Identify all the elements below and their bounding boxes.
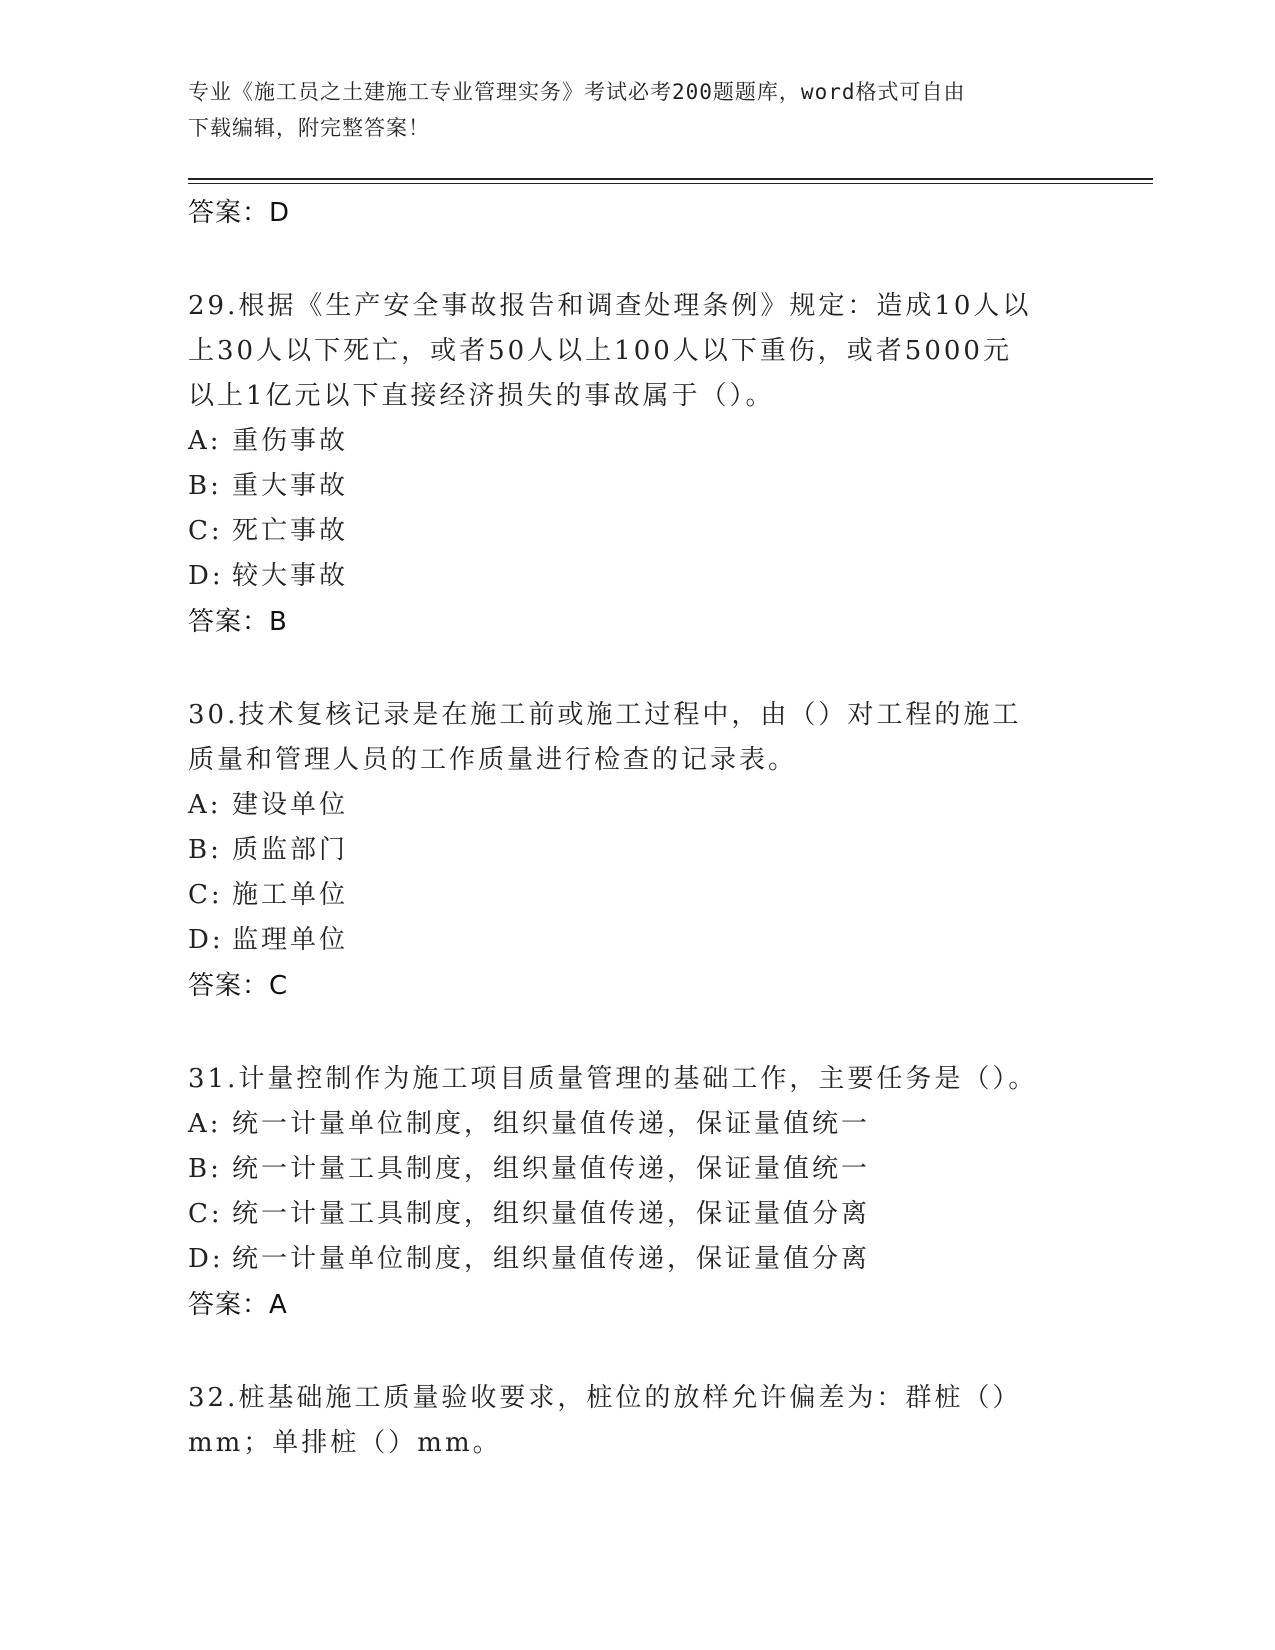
question-stem: 31.计量控制作为施工项目质量管理的基础工作，主要任务是（）。 (188, 1064, 1038, 1094)
option-c (188, 1192, 1088, 1237)
option-a (188, 783, 1088, 828)
option-text: 建设单位 (232, 790, 349, 820)
question-29 (188, 284, 1088, 645)
option-key: B: (188, 835, 222, 865)
option-text: 重伤事故 (232, 426, 349, 456)
option-key: A: (188, 790, 222, 820)
option-d (188, 918, 1088, 963)
option-text: 质监部门 (232, 835, 349, 865)
answer: 答案：A (188, 1290, 288, 1320)
option-key: C: (188, 516, 223, 546)
option-text: 死亡事故 (232, 516, 349, 546)
option-key: B: (188, 471, 222, 501)
option-key: C: (188, 1199, 223, 1229)
header-line-1: 专业《施工员之土建施工专业管理实务》考试必考200题题库，word格式可自由 (188, 80, 966, 104)
option-key: D: (188, 925, 224, 955)
question-30 (188, 693, 1088, 1009)
option-c (188, 873, 1088, 918)
option-text: 统一计量单位制度，组织量值传递，保证量值分离 (232, 1244, 871, 1274)
previous-answer: 答案：D (188, 198, 291, 228)
document-header (188, 74, 1088, 146)
answer: 答案：B (188, 607, 288, 637)
option-key: D: (188, 561, 224, 591)
option-key: B: (188, 1154, 222, 1184)
question-stem: 32.桩基础施工质量验收要求，桩位的放样允许偏差为：群桩（）mm；单排桩（）mm。 (188, 1383, 1022, 1458)
question-31 (188, 1057, 1088, 1328)
option-text: 统一计量工具制度，组织量值传递，保证量值分离 (232, 1199, 871, 1229)
option-c (188, 509, 1088, 554)
question-stem: 30.技术复核记录是在施工前或施工过程中，由（）对工程的施工质量和管理人员的工作质量进行检查的记录表。 (188, 700, 1022, 775)
header-rule-thick (188, 178, 1153, 180)
option-key: A: (188, 426, 222, 456)
option-text: 统一计量单位制度，组织量值传递，保证量值统一 (232, 1109, 871, 1139)
option-a (188, 419, 1088, 464)
option-b (188, 828, 1088, 873)
option-key: C: (188, 880, 223, 910)
option-a (188, 1102, 1088, 1147)
option-d (188, 554, 1088, 599)
question-list (188, 190, 1088, 1466)
option-key: D: (188, 1244, 224, 1274)
option-key: A: (188, 1109, 222, 1139)
option-b (188, 1147, 1088, 1192)
option-text: 统一计量工具制度，组织量值传递，保证量值统一 (232, 1154, 871, 1184)
question-32 (188, 1376, 1088, 1466)
option-text: 施工单位 (232, 880, 349, 910)
answer: 答案：C (188, 971, 289, 1001)
option-b (188, 464, 1088, 509)
option-text: 监理单位 (232, 925, 349, 955)
option-text: 较大事故 (232, 561, 349, 591)
question-stem: 29.根据《生产安全事故报告和调查处理条例》规定：造成10人以上30人以下死亡，或者50人以上100人以下重伤，或者5000元以上1亿元以下直接经济损失的事故属于（）。 (188, 291, 1032, 411)
header-line-2: 下载编辑，附完整答案！ (188, 116, 430, 140)
option-d (188, 1237, 1088, 1282)
header-rule-thin (188, 183, 1153, 184)
option-text: 重大事故 (232, 471, 349, 501)
